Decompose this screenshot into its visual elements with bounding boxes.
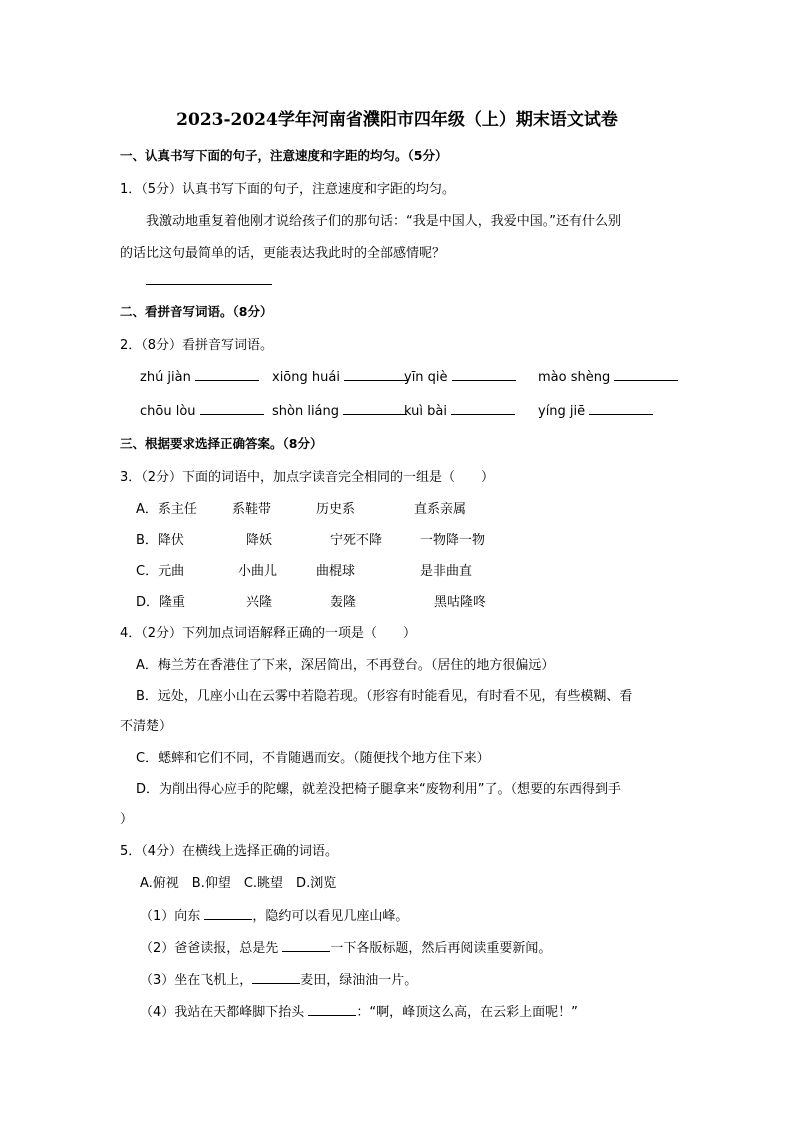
- answer-blank[interactable]: [343, 402, 407, 415]
- page-title: 2023-2024学年河南省濮阳市四年级（上）期末语文试卷: [176, 110, 618, 130]
- answer-blank[interactable]: [614, 368, 678, 381]
- q4-option-b-cont: 不清楚）: [120, 719, 173, 734]
- option-word: 曲棍球: [316, 564, 356, 579]
- q4-stem: 4．（2分）下列加点词语解释正确的一项是（ ）: [120, 626, 417, 641]
- option-word: 一物降一物: [420, 533, 486, 548]
- option-word: 直系亲属: [414, 502, 467, 517]
- answer-blank[interactable]: [204, 907, 252, 920]
- answer-blank[interactable]: [252, 971, 300, 984]
- answer-blank[interactable]: [282, 939, 330, 952]
- q2-stem: 2．（8分）看拼音写词语。: [120, 338, 274, 353]
- answer-blank[interactable]: [344, 368, 408, 381]
- pinyin-text: mào shèng: [538, 370, 611, 385]
- option-word: 轰隆: [330, 595, 357, 610]
- section-3-heading: 三、根据要求选择正确答案。（8分）: [120, 436, 323, 451]
- q4-option-d[interactable]: D．为削出得心应手的陀螺，就差没把椅子腿拿来“废物利用”了。（想要的东西得到手: [136, 782, 621, 797]
- pinyin-item: [404, 402, 515, 419]
- pinyin-item: [404, 368, 516, 385]
- q4-option-a[interactable]: A．梅兰芳在香港住了下来，深居简出，不再登台。（居住的地方很偏远）: [136, 658, 555, 673]
- q4-option-d-cont: ）: [120, 812, 134, 827]
- item-text: 麦田，绿油油一片。: [300, 973, 418, 988]
- item-text: （1）向东: [140, 909, 205, 924]
- q3-stem: 3．（2分）下面的词语中，加点字读音完全相同的一组是（ ）: [120, 470, 495, 485]
- option-word: 系鞋带: [232, 502, 272, 517]
- q4-option-b[interactable]: B．远处，几座小山在云雾中若隐若现。（形容有时能看见，有时看不见，有些模糊、看: [136, 689, 633, 704]
- pinyin-text: chōu lòu: [140, 404, 196, 419]
- item-text: 一下各版标题，然后再阅读重要新闻。: [330, 941, 552, 956]
- item-text: （2）爸爸读报，总是先: [140, 941, 283, 956]
- item-text: ：“啊，峰顶这么高，在云彩上面呢！”: [356, 1005, 578, 1020]
- answer-blank[interactable]: [452, 368, 516, 381]
- pinyin-item: [140, 402, 264, 419]
- pinyin-item: [140, 368, 259, 385]
- q5-item-2: [140, 937, 551, 956]
- q3-option-a[interactable]: A．系主任: [136, 502, 197, 517]
- option-word: 是非曲直: [420, 564, 473, 579]
- pinyin-text: yīn qiè: [404, 370, 448, 385]
- q3-option-c[interactable]: C．元曲: [136, 564, 185, 579]
- q1-stem: 1．（5分）认真书写下面的句子，注意速度和字距的均匀。: [120, 182, 456, 197]
- pinyin-item: [272, 368, 408, 385]
- pinyin-text: shòn liáng: [272, 404, 340, 419]
- answer-blank[interactable]: [589, 402, 653, 415]
- pinyin-item: [538, 368, 678, 385]
- q1-answer-line[interactable]: [146, 284, 272, 285]
- pinyin-item: [272, 402, 407, 419]
- answer-blank[interactable]: [200, 402, 264, 415]
- item-text: ，隐约可以看见几座山峰。: [252, 909, 409, 924]
- q3-option-d[interactable]: D．隆重: [136, 595, 186, 610]
- q5-item-1: [140, 905, 408, 924]
- q4-option-c[interactable]: C．蟋蟀和它们不同，不肯随遇而安。（随便找个地方住下来）: [136, 751, 490, 766]
- pinyin-item: [538, 402, 653, 419]
- q5-stem: 5．（4分）在横线上选择正确的词语。: [120, 844, 339, 859]
- q5-word-options: A.俯视 B.仰望 C.眺望 D.浏览: [140, 876, 337, 891]
- answer-blank[interactable]: [451, 402, 515, 415]
- pinyin-text: zhú jiàn: [140, 370, 191, 385]
- pinyin-text: xiōng huái: [272, 370, 340, 385]
- q1-text-line2: 的话比这句最简单的话，更能表达我此时的全部感情呢？: [120, 246, 446, 261]
- section-2-heading: 二、看拼音写词语。（8分）: [120, 304, 273, 319]
- option-word: 小曲儿: [238, 564, 278, 579]
- answer-blank[interactable]: [308, 1003, 356, 1016]
- item-text: （3）坐在飞机上，: [140, 973, 253, 988]
- pinyin-text: yíng jiē: [538, 404, 586, 419]
- option-word: 降妖: [246, 533, 273, 548]
- answer-blank[interactable]: [195, 368, 259, 381]
- q1-text-line1: 我激动地重复着他刚才说给孩子们的那句话：“我是中国人，我爱中国。”还有什么别: [146, 214, 621, 229]
- q5-item-4: [140, 1001, 578, 1020]
- q5-item-3: [140, 969, 417, 988]
- section-1-heading: 一、认真书写下面的句子，注意速度和字距的均匀。（5分）: [120, 148, 448, 163]
- pinyin-text: kuì bài: [404, 404, 447, 419]
- option-word: 宁死不降: [330, 533, 383, 548]
- item-text: （4）我站在天都峰脚下抬头: [140, 1005, 309, 1020]
- option-word: 黑咕隆咚: [434, 595, 487, 610]
- option-word: 兴隆: [246, 595, 273, 610]
- option-word: 历史系: [316, 502, 356, 517]
- q3-option-b[interactable]: B．降伏: [136, 533, 184, 548]
